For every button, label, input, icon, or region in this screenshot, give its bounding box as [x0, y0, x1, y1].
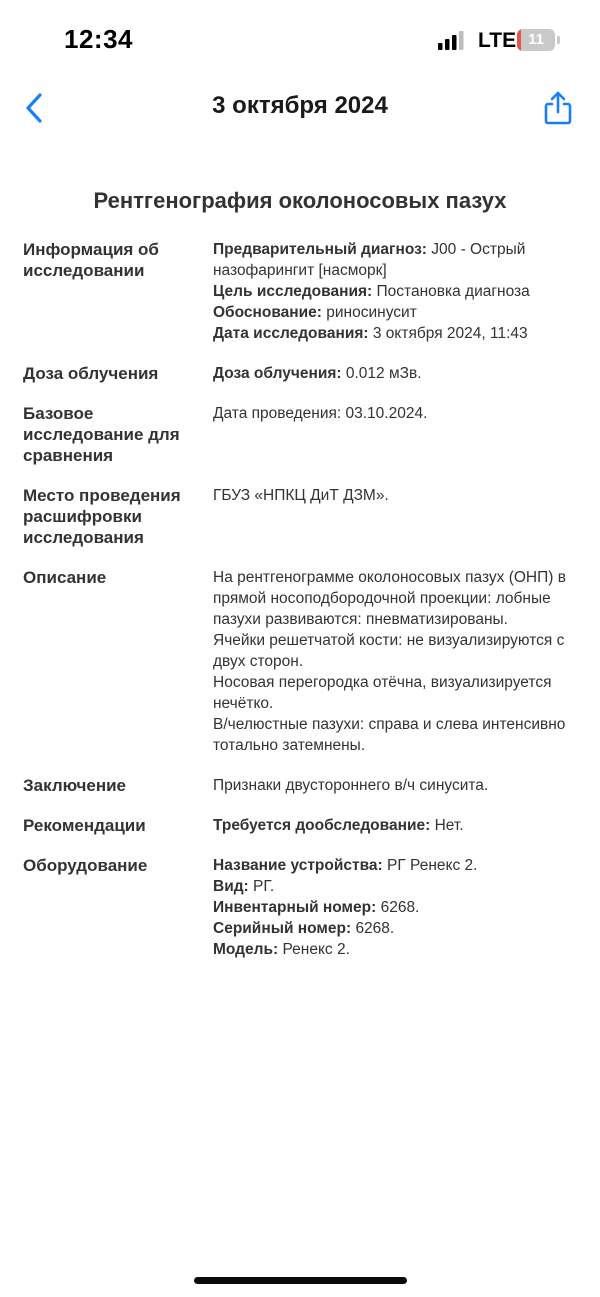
battery-cap — [557, 36, 560, 44]
field-radiation-dose — [213, 363, 583, 384]
row-label: Базовое исследование для сравнения — [23, 404, 180, 465]
battery-level-label: 11 — [528, 31, 544, 48]
field-key: Обоснование: — [213, 304, 322, 321]
field-value: Постановка диагноза — [376, 283, 530, 300]
field-key: Требуется дообследование: — [213, 817, 431, 834]
description-paragraph: В/челюстные пазухи: справа и слева интенсивно тотально затемнены. — [213, 716, 566, 754]
cellular-signal-icon — [438, 31, 464, 50]
row-label: Рекомендации — [23, 816, 146, 835]
row-value — [213, 363, 583, 384]
field-inventory-number — [213, 897, 583, 918]
field-serial-number — [213, 918, 583, 939]
field-key: Доза облучения: — [213, 365, 342, 382]
field-value: 6268. — [355, 920, 395, 937]
field-value: J00 - Острый назофарингит [насморк] — [213, 241, 526, 279]
row-description — [23, 567, 583, 756]
field-value: РГ Ренекс 2. — [387, 857, 478, 874]
network-type: LTE — [478, 29, 517, 52]
row-value: Признаки двустороннего в/ч синусита. — [213, 777, 489, 794]
field-value: риносинусит — [326, 304, 417, 321]
field-key: Название устройства: — [213, 857, 383, 874]
status-bar — [0, 0, 600, 80]
field-value: Нет. — [434, 817, 464, 834]
page-title: 3 октября 2024 — [212, 92, 388, 119]
row-equipment — [23, 855, 583, 960]
field-value: Ренекс 2. — [282, 941, 350, 958]
row-value — [213, 567, 583, 756]
row-interpretation-place — [23, 485, 583, 548]
field-key: Инвентарный номер: — [213, 899, 377, 916]
field-device-type — [213, 876, 583, 897]
share-icon — [543, 91, 573, 125]
row-value — [213, 815, 583, 836]
status-time: 12:34 — [64, 24, 133, 54]
field-justification — [213, 302, 583, 323]
field-value: 6268. — [380, 899, 420, 916]
field-key: Вид: — [213, 878, 249, 895]
battery-indicator — [517, 29, 561, 51]
field-device-name — [213, 855, 583, 876]
field-model — [213, 939, 583, 960]
row-value — [213, 855, 583, 960]
field-study-date — [213, 323, 583, 344]
home-indicator[interactable] — [194, 1277, 407, 1284]
field-value: РГ. — [253, 878, 275, 895]
field-key: Цель исследования: — [213, 283, 373, 300]
row-label: Оборудование — [23, 856, 148, 875]
field-value: 3 октября 2024, 11:43 — [372, 325, 528, 342]
description-paragraph: Ячейки решетчатой кости: не визуализируются с двух сторон. — [213, 632, 565, 670]
row-value: Дата проведения: 03.10.2024. — [213, 405, 428, 422]
field-followup-required — [213, 815, 583, 836]
field-key: Дата исследования: — [213, 325, 369, 342]
report-title: Рентгенография околоносовых пазух — [93, 188, 507, 213]
row-label: Место проведения расшифровки исследования — [23, 486, 181, 547]
row-baseline-study — [23, 403, 583, 466]
report-table — [23, 239, 583, 979]
row-value — [213, 239, 583, 344]
chevron-left-icon — [24, 92, 44, 124]
row-recommendations — [23, 815, 583, 836]
row-label: Доза облучения — [23, 364, 159, 383]
description-paragraph: Носовая перегородка отёчна, визуализируется нечётко. — [213, 674, 552, 712]
row-radiation-dose — [23, 363, 583, 384]
field-value: 0.012 мЗв. — [345, 365, 422, 382]
description-paragraph: На рентгенограмме околоносовых пазух (ОНП) в прямой носоподбородочной проекции: лобные пазухи развиваются: пневматизированы. — [213, 569, 566, 628]
navigation-bar — [0, 80, 600, 136]
share-button[interactable] — [536, 84, 580, 132]
row-label: Заключение — [23, 776, 126, 795]
field-key: Серийный номер: — [213, 920, 352, 937]
row-value: ГБУЗ «НПКЦ ДиТ ДЗМ». — [213, 487, 389, 504]
row-study-info — [23, 239, 583, 344]
row-label: Информация об исследовании — [23, 240, 159, 280]
field-key: Модель: — [213, 941, 279, 958]
row-label: Описание — [23, 568, 107, 587]
field-preliminary-diagnosis — [213, 239, 583, 281]
row-conclusion — [23, 775, 583, 796]
field-key: Предварительный диагноз: — [213, 241, 427, 258]
field-study-purpose — [213, 281, 583, 302]
back-button[interactable] — [14, 84, 54, 132]
